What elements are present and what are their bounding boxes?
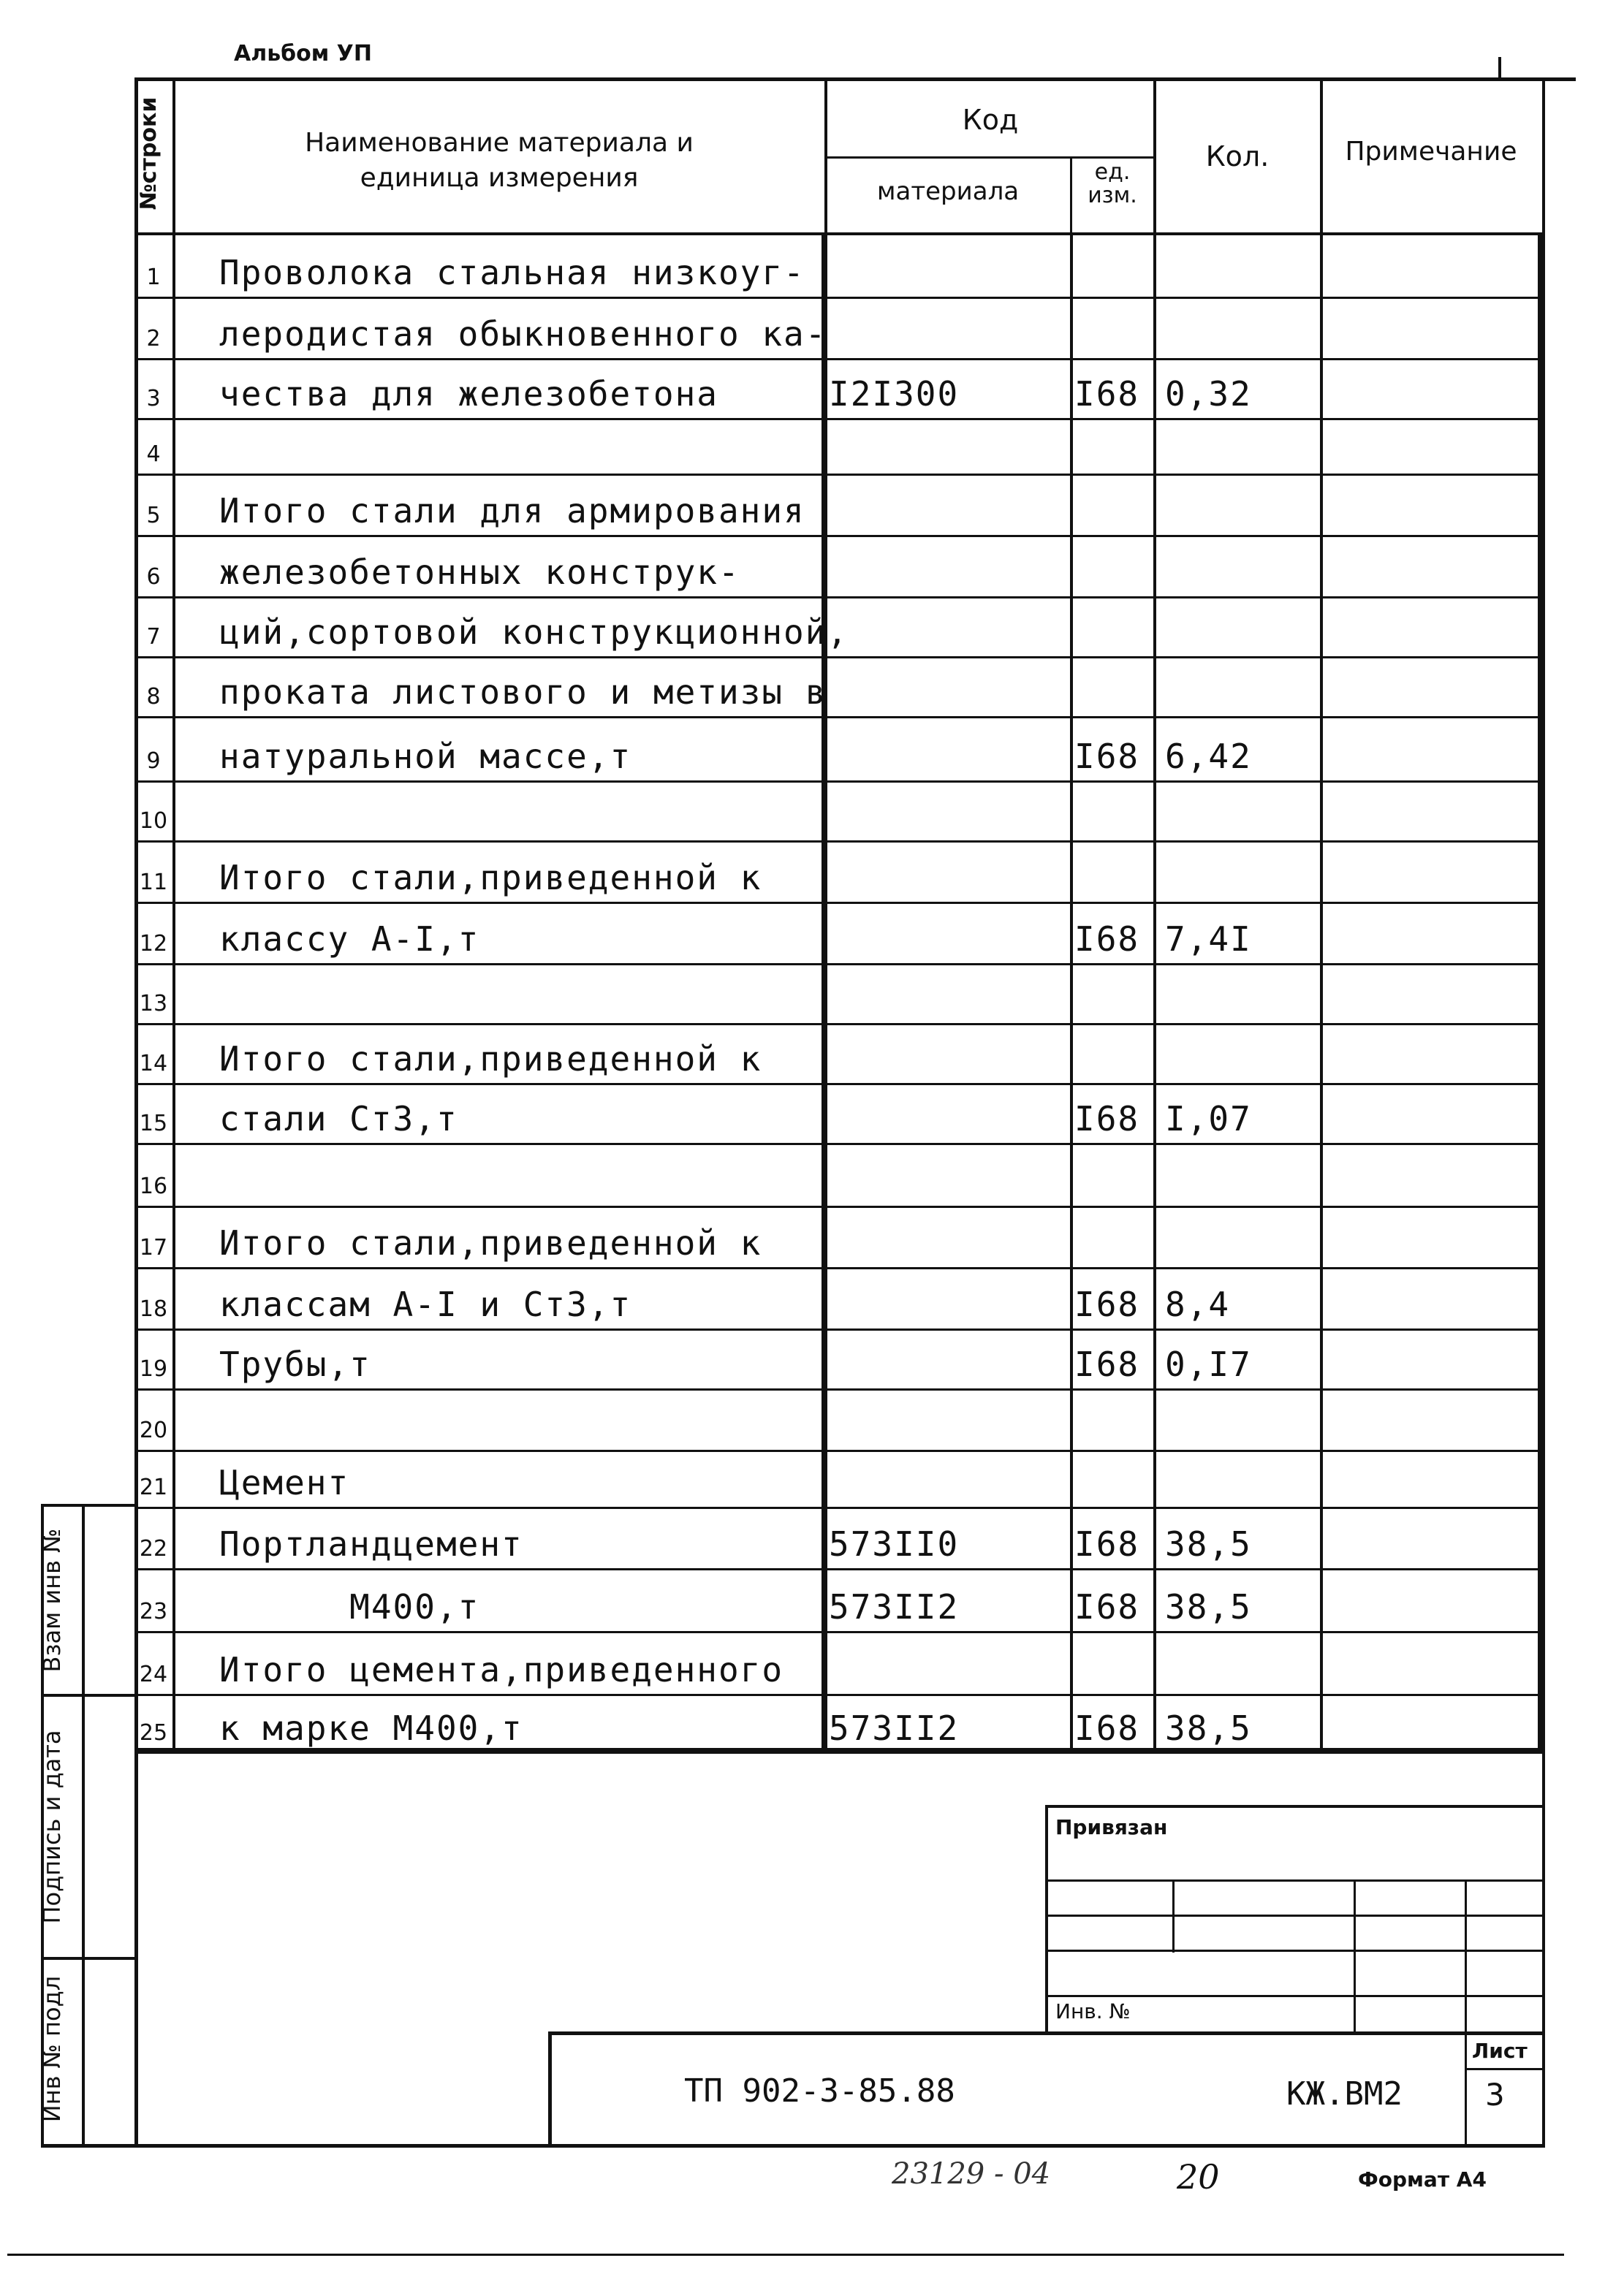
cell-n: 2 bbox=[146, 326, 161, 351]
cell-qty: 7,4I bbox=[1165, 919, 1252, 959]
cell-n: 23 bbox=[139, 1599, 168, 1624]
cell-n: 14 bbox=[139, 1051, 168, 1076]
sheet-number: 3 bbox=[1485, 2077, 1505, 2113]
cell-name: Итого стали,приведенной к bbox=[219, 1223, 762, 1263]
frame-top bbox=[136, 77, 1576, 81]
body-v-qty bbox=[1153, 234, 1156, 1752]
header-unit-line1: ед. bbox=[1094, 159, 1131, 185]
stamp-v-3 bbox=[1465, 1879, 1467, 2147]
album-label: Альбом УП bbox=[234, 41, 372, 66]
title-block-left bbox=[548, 2031, 552, 2147]
cell-qty: I,07 bbox=[1165, 1099, 1252, 1139]
cell-name: чества для железобетона bbox=[219, 374, 718, 414]
cell-n: 21 bbox=[139, 1475, 168, 1500]
cell-code: 573II2 bbox=[829, 1708, 960, 1748]
page-bottom-rule bbox=[7, 2254, 1564, 2256]
cell-unit: I68 bbox=[1074, 1708, 1140, 1748]
stamp-v-1 bbox=[1172, 1879, 1175, 1953]
cell-name: Портландцемент bbox=[219, 1524, 523, 1564]
stamp-line-2 bbox=[1045, 1915, 1545, 1917]
cell-n: 19 bbox=[139, 1356, 168, 1382]
stamp-line-3 bbox=[1045, 1950, 1545, 1952]
header-unit bbox=[1071, 161, 1153, 208]
cell-qty: 8,4 bbox=[1165, 1285, 1231, 1324]
row-separator bbox=[137, 1450, 1541, 1452]
header-row-no: №строки bbox=[136, 96, 162, 210]
body-v-right-thick bbox=[1538, 234, 1545, 1752]
cell-code: 573II0 bbox=[829, 1524, 960, 1564]
row-separator bbox=[137, 1694, 1541, 1696]
cell-name: натуральной массе,т bbox=[219, 737, 632, 776]
row-separator bbox=[137, 1023, 1541, 1025]
row-separator bbox=[137, 780, 1541, 783]
format-label: Формат А4 bbox=[1358, 2167, 1487, 2192]
hdr-v-num bbox=[172, 77, 175, 1751]
header-bottom bbox=[136, 232, 1545, 235]
cell-name: классам А-I и Ст3,т bbox=[219, 1285, 632, 1324]
cell-unit: I68 bbox=[1074, 1285, 1140, 1324]
cell-name: железобетонных конструк- bbox=[219, 552, 740, 592]
row-separator bbox=[137, 474, 1541, 476]
cell-unit: I68 bbox=[1074, 919, 1140, 959]
stamp-box-top bbox=[1045, 1805, 1545, 1808]
tick-top-right bbox=[1498, 57, 1501, 79]
cell-unit: I68 bbox=[1074, 1524, 1140, 1564]
cell-name: Итого стали для армирования bbox=[219, 491, 805, 531]
row-separator bbox=[137, 656, 1541, 658]
row-separator bbox=[137, 1206, 1541, 1208]
row-separator bbox=[137, 358, 1541, 360]
cell-n: 9 bbox=[146, 748, 161, 774]
cell-n: 16 bbox=[139, 1174, 168, 1199]
side-label-podpis: Подпись и дата bbox=[38, 1730, 66, 1924]
side-label-vzam: Взам инв № bbox=[38, 1528, 66, 1673]
cell-n: 3 bbox=[146, 386, 161, 411]
cell-name: стали Ст3,т bbox=[219, 1099, 458, 1139]
cell-unit: I68 bbox=[1074, 1099, 1140, 1139]
cell-n: 5 bbox=[146, 503, 161, 528]
cell-n: 11 bbox=[139, 870, 168, 895]
row-separator bbox=[137, 1568, 1541, 1570]
cell-qty: 0,I7 bbox=[1165, 1345, 1252, 1384]
cell-unit: I68 bbox=[1074, 1345, 1140, 1384]
sheet-label-line bbox=[1465, 2068, 1545, 2070]
cell-qty: 38,5 bbox=[1165, 1524, 1252, 1564]
cell-name: Проволока стальная низкоуг- bbox=[219, 253, 805, 292]
cell-name: к марке М400,т bbox=[219, 1708, 523, 1748]
cell-n: 12 bbox=[139, 931, 168, 957]
row-separator bbox=[137, 418, 1541, 420]
header-name-line2: единица измерения bbox=[360, 163, 639, 193]
row-separator bbox=[137, 1507, 1541, 1509]
cell-name: Трубы,т bbox=[219, 1345, 371, 1384]
cell-name: Итого стали,приведенной к bbox=[219, 1039, 762, 1079]
header-note: Примечание bbox=[1345, 137, 1517, 167]
hand-number: 23129 - 04 bbox=[892, 2157, 1051, 2191]
cell-code: I2I300 bbox=[829, 374, 960, 414]
row-separator bbox=[137, 1631, 1541, 1633]
cell-name: классу А-I,т bbox=[219, 919, 480, 959]
body-v-note bbox=[1320, 234, 1323, 1752]
cell-name: Итого цемента,приведенного bbox=[219, 1650, 784, 1689]
cell-name: проката листового и метизы в bbox=[219, 672, 827, 712]
stamp-line-1 bbox=[1045, 1879, 1545, 1882]
body-v-unit bbox=[1070, 234, 1073, 1752]
cell-qty: 38,5 bbox=[1165, 1587, 1252, 1627]
cell-qty: 0,32 bbox=[1165, 374, 1252, 414]
sheet-label: Лист bbox=[1472, 2039, 1528, 2063]
stamp-box-left bbox=[1045, 1805, 1048, 2034]
header-name-line1: Наименование материала и bbox=[305, 128, 694, 158]
header-name bbox=[175, 126, 823, 196]
row-separator bbox=[137, 1267, 1541, 1269]
hdr-v-code bbox=[824, 77, 827, 234]
row-separator bbox=[137, 1388, 1541, 1391]
cell-name: леродистая обыкновенного ка- bbox=[219, 314, 827, 354]
side-strip-inner bbox=[82, 1504, 85, 2147]
hand-page: 20 bbox=[1177, 2157, 1220, 2197]
side-strip-div1 bbox=[41, 1694, 136, 1697]
cell-unit: I68 bbox=[1074, 374, 1140, 414]
row-separator bbox=[137, 1083, 1541, 1085]
doc-mark: КЖ.ВМ2 bbox=[1286, 2075, 1403, 2113]
cell-name: ций,сортовой конструкционной, bbox=[219, 612, 849, 652]
cell-n: 13 bbox=[139, 991, 168, 1016]
cell-qty: 6,42 bbox=[1165, 737, 1252, 776]
body-v-code-thick bbox=[822, 234, 827, 1752]
cell-name: Цемент bbox=[219, 1463, 350, 1502]
cell-n: 20 bbox=[139, 1418, 168, 1443]
row-separator bbox=[137, 535, 1541, 537]
header-qty: Кол. bbox=[1205, 140, 1270, 172]
row-separator bbox=[137, 840, 1541, 843]
cell-n: 15 bbox=[139, 1111, 168, 1136]
side-label-inv-podl: Инв № подл bbox=[38, 1975, 66, 2123]
stamp-inv-no: Инв. № bbox=[1055, 1999, 1131, 2023]
hdr-code-split bbox=[824, 156, 1155, 159]
row-separator bbox=[137, 716, 1541, 718]
row-separator bbox=[137, 1143, 1541, 1145]
cell-n: 7 bbox=[146, 624, 161, 650]
cell-name: М400,т bbox=[219, 1587, 480, 1627]
side-strip-div2 bbox=[41, 1957, 136, 1960]
cell-n: 25 bbox=[139, 1720, 168, 1746]
row-separator bbox=[137, 596, 1541, 598]
cell-n: 24 bbox=[139, 1662, 168, 1687]
cell-n: 8 bbox=[146, 684, 161, 710]
cell-n: 4 bbox=[146, 441, 161, 467]
header-unit-line2: изм. bbox=[1088, 183, 1137, 208]
header-material: материала bbox=[876, 177, 1020, 206]
cell-n: 17 bbox=[139, 1235, 168, 1261]
cell-unit: I68 bbox=[1074, 737, 1140, 776]
cell-name: Итого стали,приведенной к bbox=[219, 858, 762, 897]
cell-qty: 38,5 bbox=[1165, 1708, 1252, 1748]
stamp-line-4 bbox=[1045, 1995, 1545, 1997]
title-block-top bbox=[548, 2031, 1545, 2035]
cell-n: 1 bbox=[146, 265, 161, 290]
row-separator bbox=[137, 902, 1541, 904]
cell-n: 18 bbox=[139, 1296, 168, 1322]
stamp-privyazan: Привязан bbox=[1055, 1815, 1168, 1839]
cell-n: 22 bbox=[139, 1536, 168, 1562]
doc-code: ТП 902-3-85.88 bbox=[684, 2072, 955, 2110]
cell-n: 6 bbox=[146, 564, 161, 590]
row-separator bbox=[137, 963, 1541, 965]
cell-unit: I68 bbox=[1074, 1587, 1140, 1627]
frame-bottom bbox=[41, 2144, 1545, 2148]
cell-code: 573II2 bbox=[829, 1587, 960, 1627]
body-bottom-thick bbox=[136, 1748, 1545, 1754]
row-separator bbox=[137, 1328, 1541, 1331]
side-strip-top bbox=[41, 1504, 136, 1507]
row-separator bbox=[137, 297, 1541, 299]
stamp-v-2 bbox=[1354, 1879, 1356, 2034]
cell-n: 10 bbox=[139, 808, 168, 834]
header-code: Код bbox=[962, 104, 1019, 136]
